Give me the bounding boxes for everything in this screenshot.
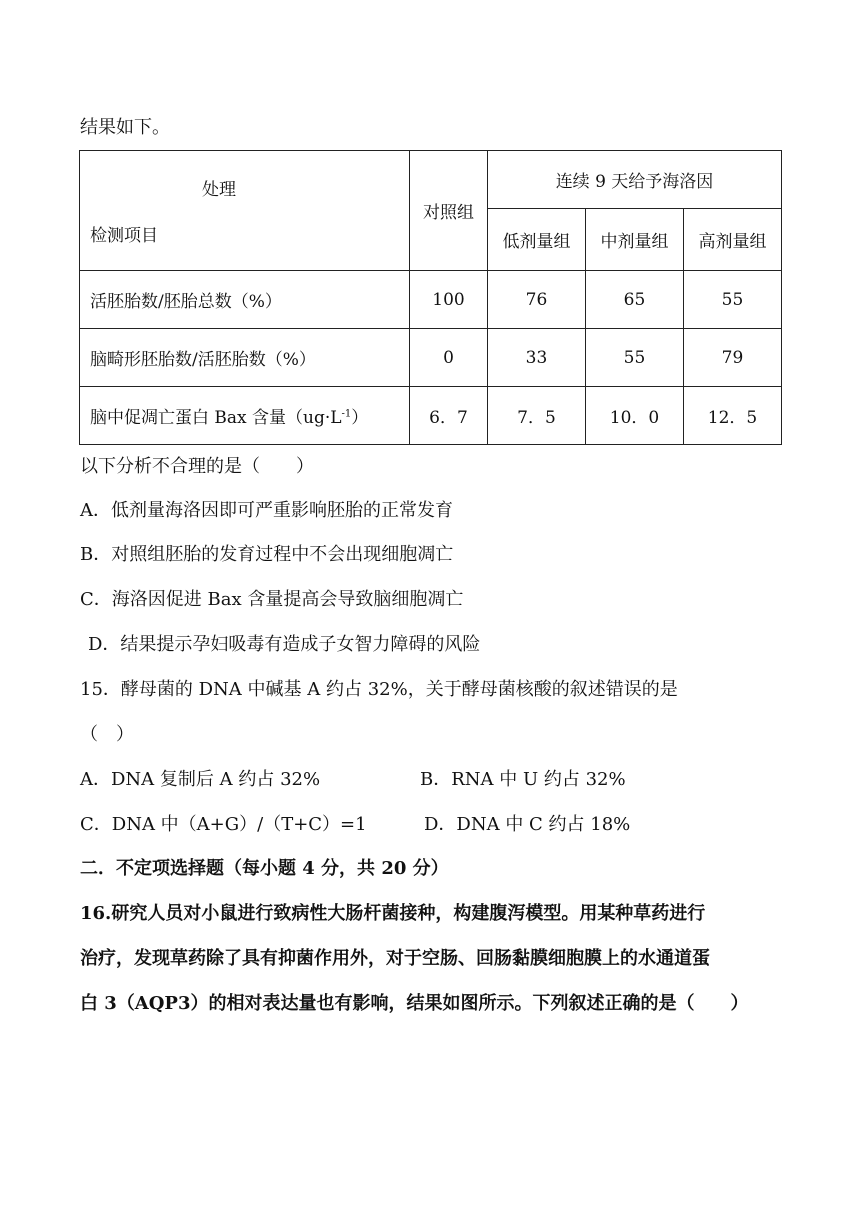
corner-header-item: 检测项目 — [90, 226, 158, 246]
q15-stem: 15．酵母菌的 DNA 中碱基 A 约占 32%，关于酵母菌核酸的叙述错误的是 — [80, 679, 678, 700]
table-cell: 79 — [684, 329, 782, 387]
table-cell: 6．7 — [410, 387, 488, 445]
results-table — [79, 150, 782, 445]
table-cell: 76 — [488, 271, 586, 329]
row-label-end: ） — [351, 408, 369, 428]
row-label-main: 脑中促凋亡蛋白 Bax 含量（ug·L — [90, 408, 342, 428]
row-label: 脑畸形胚胎数/活胚胎数（%） — [80, 329, 410, 387]
q15-option-d: D．DNA 中 C 约占 18% — [424, 814, 631, 835]
table-cell: 33 — [488, 329, 586, 387]
corner-header-treatment: 处理 — [202, 180, 236, 200]
heroin-group-header: 连续 9 天给予海洛因 — [488, 151, 782, 209]
q14-option-b: B．对照组胚胎的发育过程中不会出现细胞凋亡 — [80, 544, 454, 565]
table-row — [80, 271, 782, 329]
intro-text: 结果如下。 — [80, 117, 170, 138]
table-cell: 12．5 — [684, 387, 782, 445]
table-cell: 65 — [586, 271, 684, 329]
table-cell: 100 — [410, 271, 488, 329]
mid-dose-header: 中剂量组 — [586, 209, 684, 271]
table-cell: 10．0 — [586, 387, 684, 445]
row-label — [80, 387, 410, 445]
row-label: 活胚胎数/胚胎总数（%） — [80, 271, 410, 329]
q15-option-a: A．DNA 复制后 A 约占 32% — [80, 769, 321, 790]
q14-stem: 以下分析不合理的是（ ） — [80, 456, 314, 477]
q16-line-2: 治疗，发现草药除了具有抑菌作用外，对于空肠、回肠黏膜细胞膜上的水通道蛋 — [80, 948, 710, 969]
q14-option-a: A．低剂量海洛因即可严重影响胚胎的正常发育 — [80, 500, 453, 521]
low-dose-header: 低剂量组 — [488, 209, 586, 271]
table-cell: 55 — [684, 271, 782, 329]
q14-option-c: C．海洛因促进 Bax 含量提高会导致脑细胞凋亡 — [80, 589, 464, 610]
q15-option-c: C．DNA 中（A+G）/（T+C）=1 — [80, 814, 367, 835]
q14-option-d: D．结果提示孕妇吸毒有造成子女智力障碍的风险 — [88, 634, 481, 655]
q15-paren: （ ） — [80, 724, 134, 745]
q16-line-3: 白 3（AQP3）的相对表达量也有影响，结果如图所示。下列叙述正确的是（ ） — [80, 993, 749, 1014]
q16-line-1: 16.研究人员对小鼠进行致病性大肠杆菌接种，构建腹泻模型。用某种草药进行 — [80, 903, 706, 924]
table-cell: 7．5 — [488, 387, 586, 445]
high-dose-header: 高剂量组 — [684, 209, 782, 271]
table-cell: 0 — [410, 329, 488, 387]
section-heading: 二．不定项选择题（每小题 4 分，共 20 分） — [80, 858, 449, 879]
row-label-sup: -1 — [341, 408, 352, 420]
control-header: 对照组 — [410, 151, 488, 271]
q15-option-b: B．RNA 中 U 约占 32% — [420, 769, 626, 790]
table-cell: 55 — [586, 329, 684, 387]
corner-header-cell — [80, 151, 410, 271]
table-row — [80, 329, 782, 387]
table-row — [80, 387, 782, 445]
